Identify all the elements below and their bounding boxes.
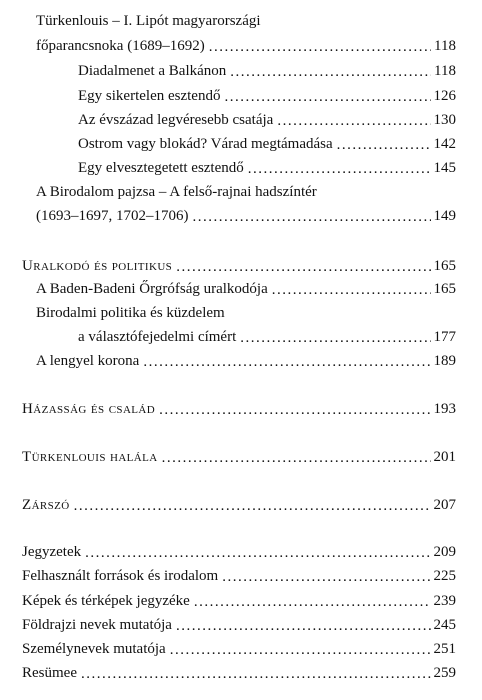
toc-section-heading [22, 255, 456, 277]
toc-entry [36, 10, 456, 32]
dot-leader [162, 447, 431, 469]
toc-entry-page: 165 [433, 281, 456, 297]
toc-entry-title: Egy elvesztegetett esztendő [78, 160, 244, 176]
dot-leader [209, 36, 431, 58]
toc-entry-page: 207 [433, 497, 456, 513]
dot-leader [159, 399, 430, 421]
toc-entry-title: Uralkodó és politikus [22, 258, 173, 274]
toc-entry-page: 189 [433, 353, 456, 369]
toc-section-heading [22, 494, 456, 516]
toc-entry-page: 193 [433, 401, 456, 417]
toc-entry-title: Egy sikertelen esztendő [78, 88, 221, 104]
toc-entry-page: 209 [433, 544, 456, 560]
toc-entry-page: 165 [433, 258, 456, 274]
toc-entry-page: 245 [433, 617, 456, 633]
toc-entry [22, 590, 456, 612]
toc-entry [22, 638, 456, 660]
dot-leader [143, 351, 430, 373]
dot-leader [240, 327, 430, 349]
dot-leader [170, 639, 431, 661]
toc-entry-title: Ostrom vagy blokád? Várad megtámadása [78, 136, 333, 152]
toc-entry-title: Diadalmenet a Balkánon [78, 63, 227, 79]
toc-entry-page: 239 [433, 593, 456, 609]
toc-section-heading [22, 446, 456, 468]
toc-entry [78, 157, 456, 179]
toc-entry-title: főparancsnoka (1689–1692) [36, 38, 205, 54]
dot-leader [277, 110, 430, 132]
toc-entry-title: a választófejedelmi címért [78, 329, 237, 345]
dot-leader [81, 663, 431, 685]
toc-entry [78, 60, 456, 82]
dot-leader [194, 591, 431, 613]
toc-entry-page: 177 [433, 329, 456, 345]
toc-entry [36, 35, 456, 57]
toc-entry-title: A Baden-Badeni Őrgrófság uralkodója [36, 281, 268, 297]
dot-leader [193, 206, 431, 228]
toc-entry [78, 326, 456, 348]
toc-entry-title: A Birodalom pajzsa – A felső-rajnai hadszíntér [36, 184, 317, 200]
toc-entry [78, 133, 456, 155]
toc-entry-page: 259 [433, 665, 456, 681]
dot-leader [272, 279, 431, 301]
toc-entry-page: 130 [433, 112, 456, 128]
toc-entry [36, 350, 456, 372]
toc-entry-page: 118 [434, 63, 456, 79]
toc-entry-title: Az évszázad legvéresebb csatája [78, 112, 274, 128]
dot-leader [74, 495, 431, 517]
toc-entry-title: Türkenlouis – I. Lipót magyarországi [36, 13, 261, 29]
toc-entry-title: A lengyel korona [36, 353, 140, 369]
toc-entry-title: Zárszó [22, 497, 70, 513]
toc-entry [22, 662, 456, 684]
toc-entry [36, 302, 456, 324]
toc-entry-title: Resümee [22, 665, 77, 681]
toc-entry [36, 181, 456, 203]
toc-entry-page: 126 [433, 88, 456, 104]
toc-entry-title: Jegyzetek [22, 544, 82, 560]
toc-entry-title: Türkenlouis halála [22, 449, 158, 465]
toc-entry-title: Felhasznált források és irodalom [22, 568, 219, 584]
toc-entry-title: Földrajzi nevek mutatója [22, 617, 172, 633]
toc-entry-title: Birodalmi politika és küzdelem [36, 305, 225, 321]
toc-entry-title: Személynevek mutatója [22, 641, 166, 657]
dot-leader [248, 158, 431, 180]
toc-entry-page: 201 [433, 449, 456, 465]
toc-entry-page: 225 [433, 568, 456, 584]
toc-entry-page: 149 [433, 208, 456, 224]
dot-leader [85, 542, 430, 564]
toc-entry-title: Házasság és család [22, 401, 156, 417]
toc-entry [78, 109, 456, 131]
toc-entry-page: 142 [433, 136, 456, 152]
dot-leader [224, 86, 430, 108]
toc-entry-page: 251 [433, 641, 456, 657]
dot-leader [337, 134, 431, 156]
toc-entry [78, 85, 456, 107]
dot-leader [230, 61, 431, 83]
toc-entry [22, 614, 456, 636]
toc-entry [22, 565, 456, 587]
toc-section-heading [22, 398, 456, 420]
toc-entry-page: 118 [434, 38, 456, 54]
dot-leader [176, 615, 431, 637]
dot-leader [176, 256, 430, 278]
toc-entry [22, 541, 456, 563]
toc-entry [36, 205, 456, 227]
toc-entry-title: Képek és térképek jegyzéke [22, 593, 190, 609]
dot-leader [222, 566, 430, 588]
toc-entry-page: 145 [433, 160, 456, 176]
toc-entry [36, 278, 456, 300]
toc-entry-title: (1693–1697, 1702–1706) [36, 208, 189, 224]
